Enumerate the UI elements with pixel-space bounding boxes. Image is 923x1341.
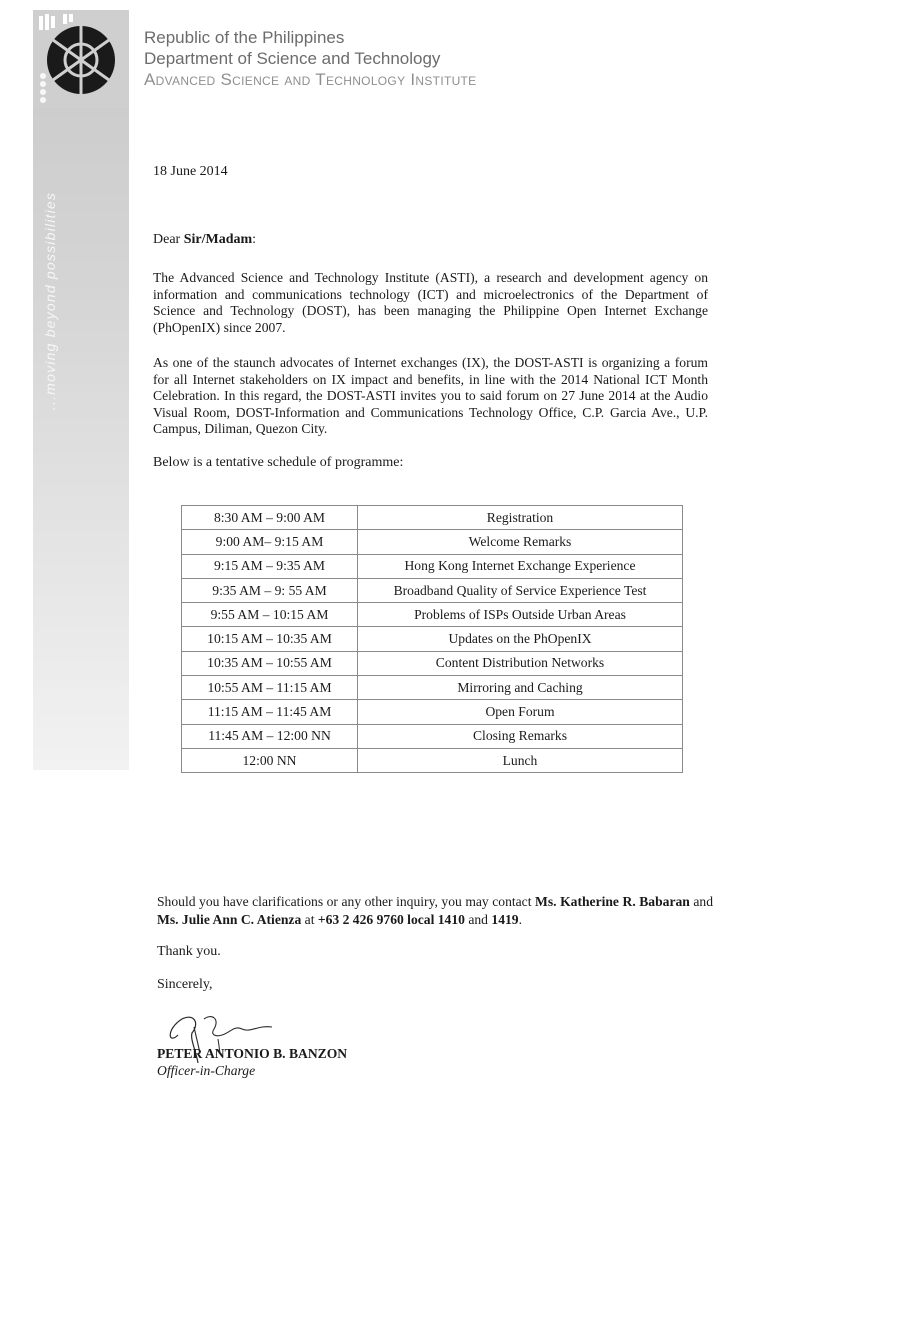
contact-text: . <box>518 911 522 927</box>
schedule-time: 12:00 NN <box>182 748 358 772</box>
dost-logo-icon <box>33 10 129 108</box>
table-row <box>182 724 683 748</box>
contact-text: and <box>689 894 714 909</box>
schedule-time: 11:45 AM – 12:00 NN <box>182 724 358 748</box>
table-row <box>182 676 683 700</box>
table-row <box>182 627 683 651</box>
contact-extension: 1419 <box>491 911 519 927</box>
schedule-activity: Content Distribution Networks <box>358 651 683 675</box>
schedule-activity: Welcome Remarks <box>358 530 683 554</box>
table-row <box>182 603 683 627</box>
schedule-activity: Mirroring and Caching <box>358 676 683 700</box>
schedule-time: 10:15 AM – 10:35 AM <box>182 627 358 651</box>
table-row <box>182 554 683 578</box>
sidebar-tagline: ...moving beyond possibilities <box>42 191 58 410</box>
paragraph-invitation: As one of the staunch advocates of Internet exchanges (IX), the DOST-ASTI is organizing a forum for all Internet stakeholders on IX impact and benefits, in line with the 2014 National ICT Month Celebration. In this regard, the DOST-ASTI invites you to said forum on 27 June 2014 at the Audio Visual Room, DOST-Information and Communications Technology Office, C.P. Garcia Ave., U.P. Campus, Diliman, Quezon City. <box>153 355 708 437</box>
table-row <box>182 651 683 675</box>
schedule-table <box>181 505 683 773</box>
contact-name-2: Ms. Julie Ann C. Atienza <box>157 911 302 927</box>
dost-logo <box>33 10 129 108</box>
contact-text: Should you have clarifications or any other inquiry, you may contact <box>157 894 536 909</box>
schedule-time: 9:35 AM – 9: 55 AM <box>182 578 358 602</box>
paragraph-intro: The Advanced Science and Technology Institute (ASTI), a research and development agency on information and communications technology (ICT) and microelectronics of the Department of Science and Technology (DOST), has been managing the Philippine Open Internet Exchange (PhOpenIX) since 2007. <box>153 270 708 335</box>
letterhead <box>144 27 476 91</box>
schedule-time: 8:30 AM – 9:00 AM <box>182 506 358 530</box>
contact-phone: +63 2 426 9760 local 1410 <box>317 911 465 927</box>
table-row <box>182 530 683 554</box>
signer-position: Officer-in-Charge <box>157 1063 256 1078</box>
contact-text: at <box>301 911 318 927</box>
schedule-activity: Problems of ISPs Outside Urban Areas <box>358 603 683 627</box>
contact-text: and <box>464 911 492 927</box>
contact-name-1: Ms. Katherine R. Babaran <box>535 894 690 909</box>
schedule-intro: Below is a tentative schedule of programme: <box>153 455 404 470</box>
salutation-suffix: : <box>252 232 257 247</box>
schedule-time: 10:55 AM – 11:15 AM <box>182 676 358 700</box>
schedule-time: 9:55 AM – 10:15 AM <box>182 603 358 627</box>
salutation-prefix: Dear <box>153 232 184 247</box>
schedule-activity: Closing Remarks <box>358 724 683 748</box>
salutation-name: Sir/Madam <box>183 232 253 247</box>
table-row <box>182 506 683 530</box>
schedule-activity: Hong Kong Internet Exchange Experience <box>358 554 683 578</box>
schedule-time: 10:35 AM – 10:55 AM <box>182 651 358 675</box>
schedule-activity: Open Forum <box>358 700 683 724</box>
table-row <box>182 578 683 602</box>
letterhead-line-republic: Republic of the Philippines <box>144 28 345 47</box>
schedule-time: 11:15 AM – 11:45 AM <box>182 700 358 724</box>
schedule-activity: Registration <box>358 506 683 530</box>
salutation <box>153 232 256 248</box>
complimentary-close: Sincerely, <box>157 977 213 992</box>
schedule-time: 9:00 AM– 9:15 AM <box>182 530 358 554</box>
contact-paragraph <box>157 893 713 928</box>
table-row <box>182 700 683 724</box>
schedule-activity: Lunch <box>358 748 683 772</box>
signer-name: PETER ANTONIO B. BANZON <box>157 1046 348 1061</box>
schedule-time: 9:15 AM – 9:35 AM <box>182 554 358 578</box>
schedule-activity: Broadband Quality of Service Experience Test <box>358 578 683 602</box>
thank-you: Thank you. <box>157 944 221 959</box>
letterhead-line-institute: Advanced Science and Technology Institute <box>144 70 477 89</box>
schedule-activity: Updates on the PhOpenIX <box>358 627 683 651</box>
letter-date: 18 June 2014 <box>153 164 228 179</box>
table-row <box>182 748 683 772</box>
letterhead-line-department: Department of Science and Technology <box>144 49 441 68</box>
